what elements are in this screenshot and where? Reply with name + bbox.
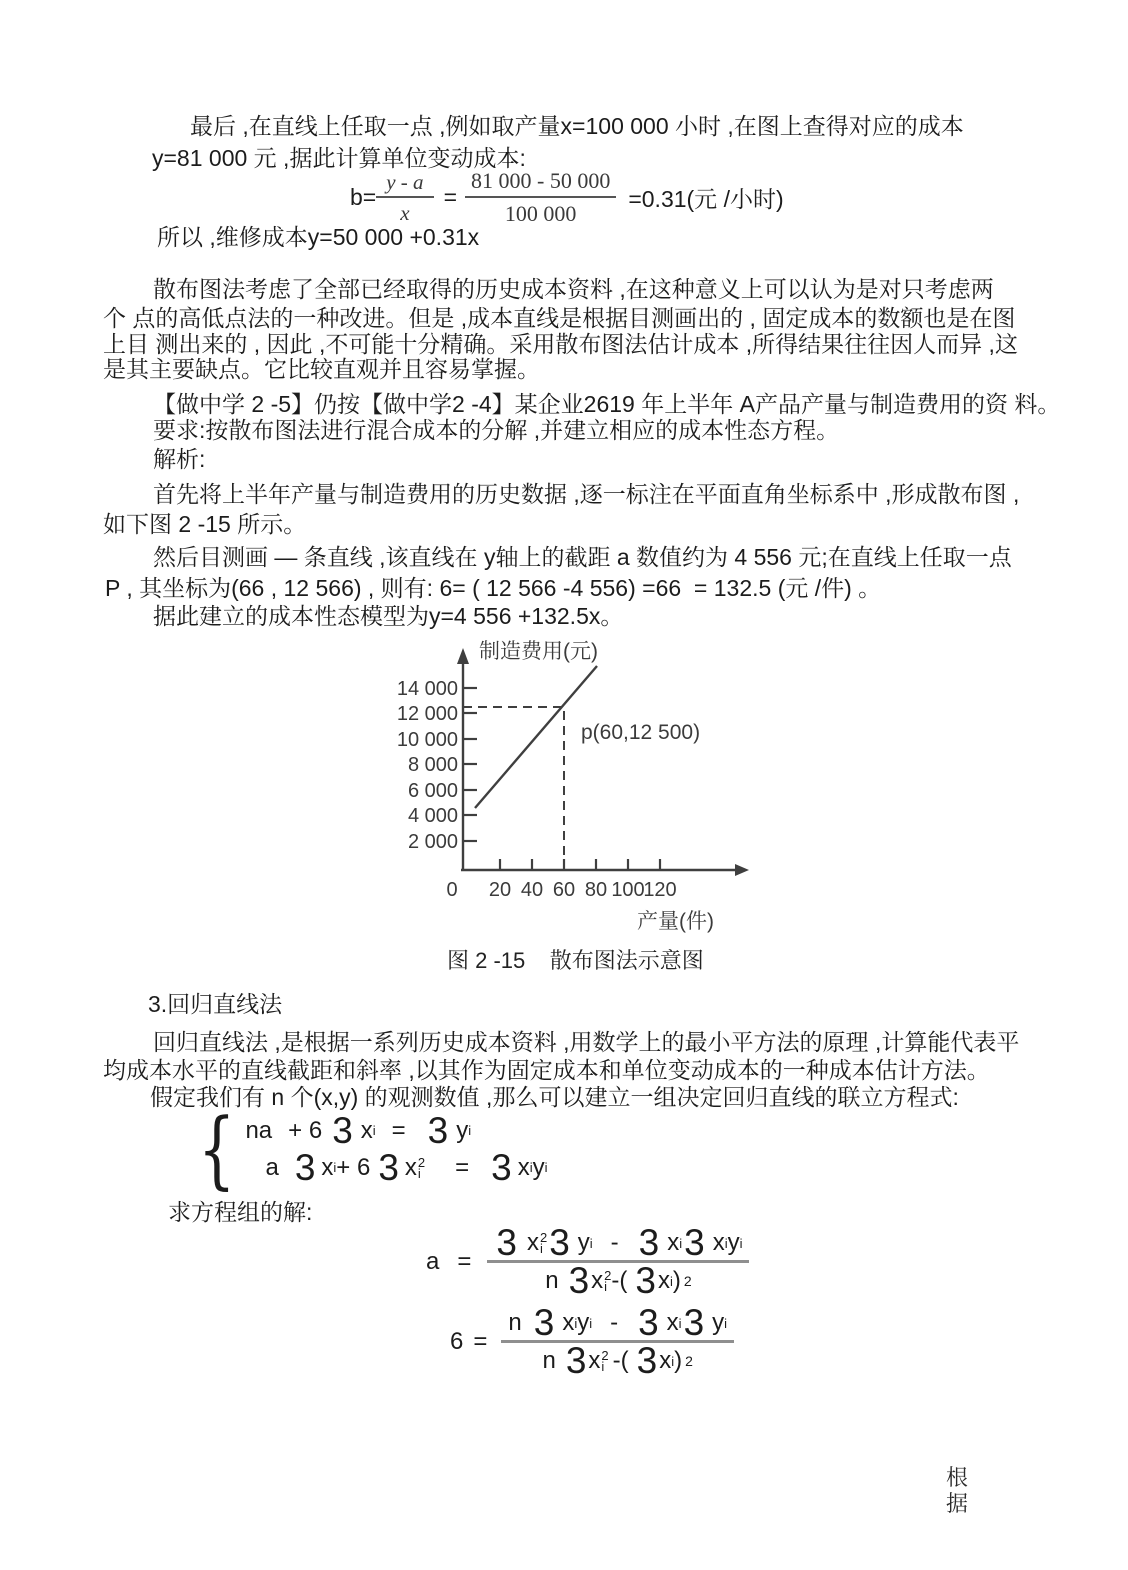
subscript-i: i bbox=[678, 1315, 682, 1331]
paragraph-1-line-3: 所以 ,维修成本y=50 000 +0.31x bbox=[157, 224, 480, 250]
equals-sign: = bbox=[455, 1153, 470, 1181]
x-tick-40: 40 bbox=[520, 879, 544, 901]
section-3-heading: 3.回归直线法 bbox=[148, 991, 283, 1017]
minus-paren: -( bbox=[611, 1267, 628, 1294]
term: x bbox=[666, 1309, 679, 1336]
lhs-b: 6 bbox=[450, 1328, 464, 1355]
subscript-i: i bbox=[679, 1235, 683, 1251]
solve-label: 求方程组的解: bbox=[168, 1199, 313, 1225]
margin-note bbox=[946, 1465, 968, 1517]
formula-a bbox=[426, 1222, 749, 1301]
example-step-line-4: P , 其坐标为(66 , 12 566) , 则有: 6= ( 12 566 -4 556) =66 = 132.5 (元 /件) 。 bbox=[105, 575, 882, 601]
subscript-i: i bbox=[539, 1241, 543, 1256]
sigma-glyph: 3 bbox=[491, 1146, 512, 1188]
subscript-i: i bbox=[601, 1359, 605, 1374]
term: y bbox=[577, 1229, 590, 1256]
sup-sub-stack bbox=[604, 1270, 611, 1292]
x-tick-20: 20 bbox=[488, 879, 512, 901]
paragraph-2-line-2: 个 点的高低点法的一种改进。但是 ,成本直线是根据目测画出的 , 固定成本的数额也是在图 bbox=[103, 305, 1016, 331]
sigma-glyph: 3 bbox=[638, 1222, 660, 1263]
example-requirement-line: 要求:按散布图法进行混合成本的分解 ,并建立相应的成本性态方程。 bbox=[153, 417, 840, 443]
formula-b-slope bbox=[450, 1302, 734, 1381]
subscript-i: i bbox=[589, 1315, 593, 1331]
point-p-label: p(60,12 500) bbox=[581, 721, 701, 744]
scatter-method-chart bbox=[395, 638, 805, 973]
y-tick-8000: 8 000 bbox=[407, 754, 458, 776]
formula-b-result: =0.31(元 /小时) bbox=[628, 186, 784, 212]
x-tick-marks bbox=[500, 859, 660, 870]
x-tick-80: 80 bbox=[584, 879, 608, 901]
fraction-numerator bbox=[501, 1302, 734, 1343]
sigma-glyph: 3 bbox=[549, 1222, 570, 1263]
paragraph-2-line-3: 上目 测出来的 , 因此 ,不可能十分精确。采用散布图法估计成本 ,所得结果往往因人而异 ,这 bbox=[103, 331, 1018, 357]
section-3-line-2: 均成本水平的直线截距和斜率 ,以其作为固定成本和单位变动成本的一种成本估计方法。 bbox=[103, 1057, 990, 1083]
term: n bbox=[508, 1309, 522, 1336]
fraction-b bbox=[501, 1302, 734, 1381]
fraction-denominator: 100 000 bbox=[504, 201, 577, 226]
term: na bbox=[245, 1116, 273, 1144]
paragraph-1-line-1: 最后 ,在直线上任取一点 ,例如取产量x=100 000 小时 ,在图上查得对应的成本 bbox=[190, 113, 964, 139]
sigma-glyph: 3 bbox=[294, 1146, 316, 1188]
x-axis-arrow bbox=[735, 864, 749, 876]
subscript-i: i bbox=[671, 1353, 675, 1369]
paragraph-1-line-2: y=81 000 元 ,据此计算单位变动成本: bbox=[152, 145, 526, 171]
term: y bbox=[456, 1116, 469, 1144]
chart-svg bbox=[395, 638, 805, 973]
subscript-i: i bbox=[529, 1160, 533, 1175]
term: x bbox=[517, 1153, 530, 1181]
equation-2 bbox=[245, 1146, 548, 1188]
term: y bbox=[532, 1153, 545, 1181]
sup-sub-stack bbox=[540, 1232, 547, 1254]
equals-sign: = bbox=[391, 1116, 406, 1144]
y-tick-marks bbox=[463, 688, 477, 841]
y-tick-14000: 14 000 bbox=[396, 678, 458, 700]
sigma-glyph: 3 bbox=[378, 1146, 399, 1188]
equals-sign: = bbox=[443, 184, 457, 210]
brace-symbol: { bbox=[198, 1100, 236, 1198]
superscript-2: 2 bbox=[417, 1154, 426, 1170]
term: x bbox=[588, 1347, 601, 1374]
y-axis-title: 制造费用(元) bbox=[479, 640, 598, 663]
sup-sub-stack bbox=[417, 1154, 426, 1181]
fraction-denominator bbox=[542, 1340, 693, 1381]
y-axis-arrow bbox=[457, 648, 469, 664]
margin-note-char-2: 据 bbox=[946, 1491, 969, 1516]
fraction-numerator bbox=[487, 1222, 749, 1263]
subscript-i: i bbox=[333, 1160, 337, 1175]
y-tick-labels bbox=[397, 678, 458, 853]
paragraph-2-line-4: 是其主要缺点。它比较直观并且容易掌握。 bbox=[103, 356, 540, 382]
x-tick-100: 100 bbox=[611, 879, 645, 901]
subscript-i: i bbox=[604, 1279, 608, 1294]
fitted-cost-line bbox=[475, 666, 597, 808]
sigma-glyph: 3 bbox=[683, 1302, 705, 1343]
equation-system bbox=[190, 1100, 548, 1198]
section-3-line-3: 假定我们有 n 个(x,y) 的观测数值 ,那么可以建立一组决定回归直线的联立方程式: bbox=[150, 1084, 959, 1110]
subscript-i: i bbox=[417, 1165, 421, 1181]
term: x bbox=[562, 1309, 575, 1336]
sigma-glyph: 3 bbox=[565, 1340, 587, 1381]
minus-sign: - bbox=[610, 1229, 619, 1256]
equation-system-lines bbox=[245, 1109, 548, 1188]
equals-sign: = bbox=[457, 1248, 472, 1275]
paragraph-2-line-1: 散布图法考虑了全部已经取得的历史成本资料 ,在这种意义上可以认为是对只考虑两 bbox=[153, 276, 994, 302]
fraction-denominator bbox=[545, 1260, 692, 1301]
term: + 6 bbox=[288, 1116, 323, 1144]
equation-1 bbox=[245, 1109, 547, 1151]
minus-paren: -( bbox=[612, 1347, 629, 1374]
sigma-glyph: 3 bbox=[568, 1260, 590, 1301]
subscript-i: i bbox=[468, 1123, 472, 1138]
term: + 6 bbox=[336, 1153, 371, 1181]
y-tick-6000: 6 000 bbox=[407, 780, 458, 802]
minus-sign: - bbox=[610, 1309, 619, 1336]
y-tick-12000: 12 000 bbox=[396, 703, 458, 725]
term: x bbox=[321, 1153, 334, 1181]
subscript-i: i bbox=[669, 1273, 673, 1289]
superscript-2: 2 bbox=[604, 1268, 612, 1283]
x-tick-0: 0 bbox=[446, 879, 458, 901]
term: x bbox=[526, 1229, 539, 1256]
fraction-denominator: x bbox=[400, 200, 410, 225]
sigma-glyph: 3 bbox=[496, 1222, 517, 1263]
example-step-line-1: 首先将上半年产量与制造费用的历史数据 ,逐一标注在平面直角坐标系中 ,形成散布图 , bbox=[153, 481, 1020, 507]
figure-caption: 图 2 -15 散布图法示意图 bbox=[447, 948, 704, 973]
sigma-glyph: 3 bbox=[636, 1340, 658, 1381]
example-step-line-5: 据此建立的成本性态模型为y=4 556 +132.5x。 bbox=[153, 603, 624, 629]
term: x bbox=[404, 1153, 417, 1181]
fraction-numerator: 81 000 - 50 000 bbox=[465, 168, 616, 198]
example-title-line: 【做中学 2 -5】仍按【做中学2 -4】某企业2619 年上半年 A产品产量与制造费用的资 料。 bbox=[153, 391, 1061, 417]
subscript-i: i bbox=[372, 1123, 376, 1138]
subscript-i: i bbox=[739, 1235, 743, 1251]
subscript-i: i bbox=[574, 1315, 578, 1331]
fraction-y-a-over-x bbox=[376, 170, 433, 226]
term: x bbox=[657, 1267, 670, 1294]
term: x bbox=[712, 1229, 725, 1256]
x-tick-60: 60 bbox=[552, 879, 576, 901]
fraction-a bbox=[487, 1222, 749, 1301]
lhs-a: a bbox=[426, 1248, 440, 1275]
sigma-glyph: 3 bbox=[332, 1109, 353, 1151]
dashed-guide-lines bbox=[463, 707, 564, 870]
subscript-i: i bbox=[589, 1235, 593, 1251]
x-tick-labels bbox=[446, 879, 676, 901]
subscript-i: i bbox=[724, 1315, 728, 1331]
fraction-numerator: y - a bbox=[376, 170, 433, 198]
formula-b-unit-cost bbox=[350, 168, 784, 227]
sigma-glyph: 3 bbox=[638, 1302, 659, 1343]
sigma-glyph: 3 bbox=[533, 1302, 555, 1343]
term: n bbox=[545, 1267, 559, 1294]
subscript-i: i bbox=[544, 1160, 548, 1175]
sigma-glyph: 3 bbox=[684, 1222, 705, 1263]
superscript-2: 2 bbox=[683, 1273, 692, 1289]
example-analysis-label: 解析: bbox=[153, 446, 206, 472]
term: y bbox=[712, 1309, 725, 1336]
term: y bbox=[577, 1309, 590, 1336]
sigma-glyph: 3 bbox=[635, 1260, 656, 1301]
fraction-numbers bbox=[465, 168, 616, 227]
superscript-2: 2 bbox=[685, 1353, 693, 1369]
formula-b-lhs: b= bbox=[350, 184, 377, 210]
y-tick-2000: 2 000 bbox=[407, 831, 458, 853]
sup-sub-stack bbox=[601, 1350, 608, 1372]
x-tick-120: 120 bbox=[643, 879, 677, 901]
section-3-line-1: 回归直线法 ,是根据一系列历史成本资料 ,用数学上的最小平方法的原理 ,计算能代表平 bbox=[153, 1029, 1020, 1055]
sigma-glyph: 3 bbox=[427, 1109, 449, 1151]
term: a bbox=[265, 1153, 279, 1181]
y-tick-10000: 10 000 bbox=[396, 729, 458, 751]
example-step-line-3: 然后目测画 — 条直线 ,该直线在 y轴上的截距 a 数值约为 4 556 元;在直线上任取一点 bbox=[153, 544, 1012, 570]
term: y bbox=[727, 1229, 740, 1256]
x-axis-title: 产量(件) bbox=[637, 910, 714, 933]
term: n bbox=[542, 1347, 556, 1374]
close-paren: ) bbox=[674, 1347, 683, 1374]
term: x bbox=[659, 1347, 672, 1374]
close-paren: ) bbox=[672, 1267, 681, 1294]
term: x bbox=[360, 1116, 373, 1144]
superscript-2: 2 bbox=[539, 1230, 548, 1245]
example-step-line-2: 如下图 2 -15 所示。 bbox=[103, 511, 307, 537]
margin-note-char-1: 根 bbox=[946, 1465, 969, 1490]
equals-sign: = bbox=[473, 1328, 488, 1355]
subscript-i: i bbox=[724, 1235, 728, 1251]
term: x bbox=[591, 1267, 604, 1294]
superscript-2: 2 bbox=[601, 1348, 609, 1363]
y-tick-4000: 4 000 bbox=[407, 805, 458, 827]
term: x bbox=[667, 1229, 680, 1256]
